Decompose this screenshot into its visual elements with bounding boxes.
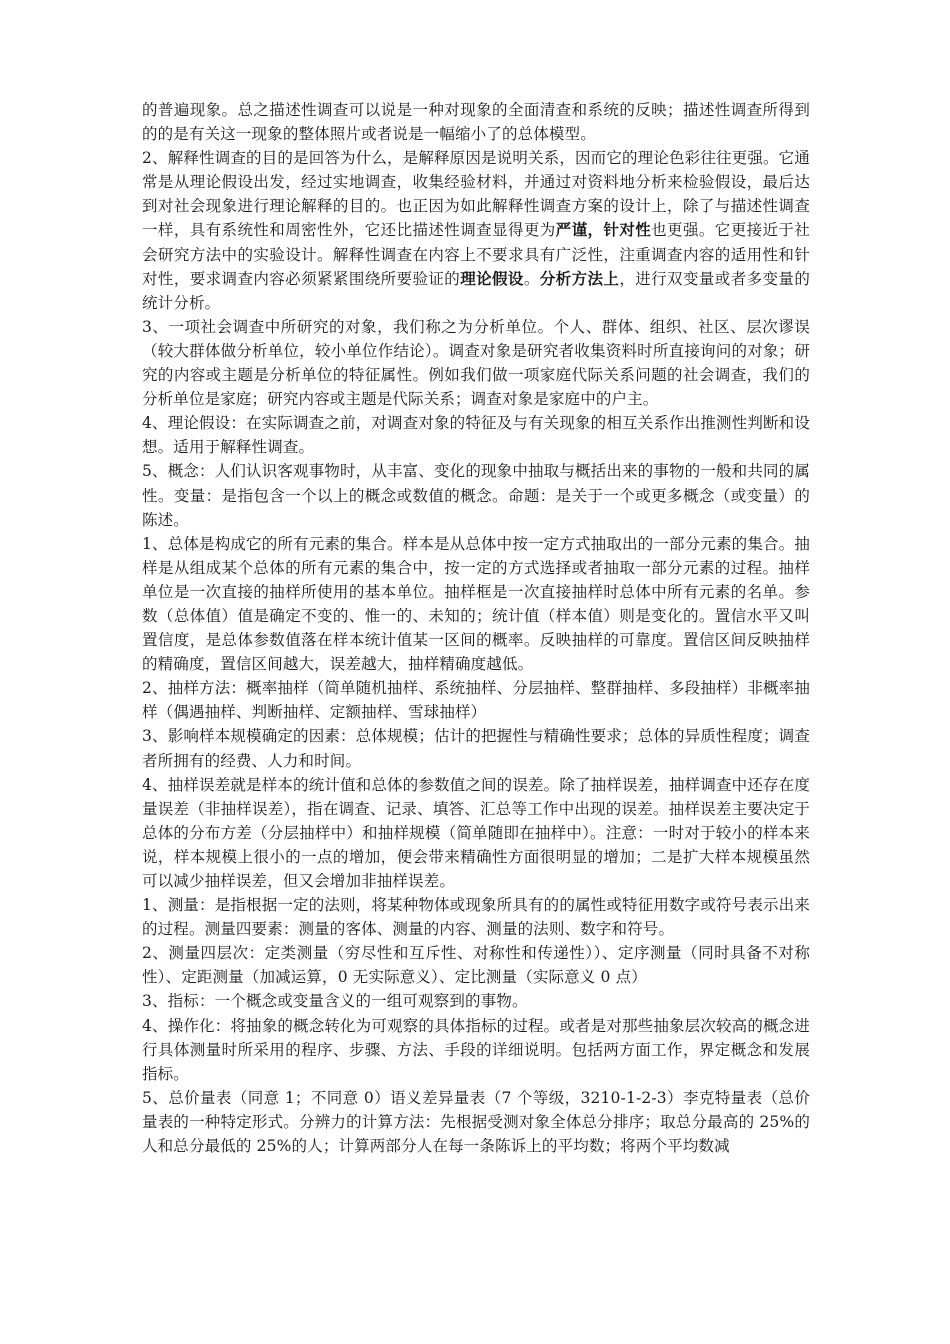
- text-run: 5、总价量表（同意 1；不同意 0）语义差异量表（7 个等级，3210-1-2-3）李克特量表（总价量表的一种特定形式。分辨力的计算方法：先根据受测对象全体总分排序；取总分最高的 25%的人和总分最低的 25%的人；计算两部分人在每一条陈诉上的平均数；将两个平均数减: [142, 1088, 810, 1156]
- text-run: 也更强。它更接近于社会研究方法中的实验设计。解释性调查在内容上不要求具有广泛性，注重调查内容的适用性和针对性，要求调查内容必须紧紧围绕所要验证的: [142, 221, 810, 288]
- paragraph: [142, 676, 810, 724]
- paragraph: [142, 1014, 810, 1086]
- text-run: 3、指标：一个概念或变量含义的一组可观察到的事物。: [142, 992, 528, 1011]
- text-run: ，进行双变量或者多变量的统计分析。: [142, 269, 810, 312]
- paragraph: [142, 315, 810, 411]
- text-run: 3、影响样本规模确定的因素：总体规模；估计的把握性与精确性要求；总体的异质性程度；调查者所拥有的经费、人力和时间。: [142, 727, 810, 770]
- paragraph: [142, 532, 810, 677]
- paragraph: [142, 1086, 810, 1158]
- text-run: 2、解释性调查的目的是回答为什么，是解释原因是说明关系，因而它的理论色彩往往更强。它通常是从理论假设出发，经过实地调查，收集经验材料，并通过对资料地分析来检验假设，最后达到对社会现象进行理论解释的目的。也正因为如此解释性调查方案的设计上，除了与描述性调查一样，具有系统性和周密性外，它还比描述性调查显得更为: [142, 149, 810, 240]
- paragraph: [142, 411, 810, 459]
- text-run: 4、理论假设：在实际调查之前，对调查对象的特征及与有关现象的相互关系作出推测性判断和设想。适用于解释性调查。: [142, 414, 810, 457]
- text-run: 。: [523, 269, 540, 288]
- paragraph: [142, 146, 810, 315]
- paragraph: [142, 98, 810, 146]
- text-run: 3、一项社会调查中所研究的对象，我们称之为分析单位。个人、群体、组织、社区、层次谬误（较大群体做分析单位，较小单位作结论）。调查对象是研究者收集资料时所直接询问的对象；研究的内容或主题是分析单位的特征属性。例如我们做一项家庭代际关系问题的社会调查，我们的 分析单位是家庭；研究内容或主题是代际关系；调查对象是家庭中的户主。: [142, 317, 810, 409]
- text-run: 2、测量四层次：定类测量（穷尽性和互斥性、对称性和传递性））、定序测量（同时具备不对称性）、定距测量（加减运算，0 无实际意义）、定比测量（实际意义 0 点）: [142, 944, 810, 987]
- text-run: 4、操作化：将抽象的概念转化为可观察的具体指标的过程。或者是对那些抽象层次较高的概念进行具体测量时所采用的程序、步骤、方法、手段的详细说明。包括两方面工作，界定概念和发展指标。: [142, 1016, 810, 1083]
- paragraph: [142, 989, 810, 1013]
- text-run: 5、概念：人们认识客观事物时，从丰富、变化的现象中抽取与概括出来的事物的一般和共同的属性。变量：是指包含一个以上的概念或数值的概念。命题：是关于一个或更多概念（或变量）的陈述。: [142, 462, 810, 529]
- text-run: 的普遍现象。总之描述性调查可以说是一种对现象的全面清查和系统的反映；描述性调查所得到的的是有关这一现象的整体照片或者说是一幅缩小了的总体模型。: [142, 101, 810, 144]
- bold-text: 严谨，针对性: [555, 220, 652, 240]
- paragraph: [142, 459, 810, 531]
- paragraph: [142, 724, 810, 772]
- paragraph: [142, 941, 810, 989]
- text-run: 2、抽样方法：概率抽样（简单随机抽样、系统抽样、分层抽样、整群抽样、多段抽样）非概率抽样（偶遇抽样、判断抽样、定额抽样、雪球抽样）: [142, 679, 810, 722]
- bold-text: 分析方法上: [539, 268, 620, 288]
- bold-text: 理论假设: [460, 268, 524, 288]
- text-run: 1、测量：是指根据一定的法则，将某种物体或现象所具有的的属性或特征用数字或符号表示出来的过程。测量四要素：测量的客体、测量的内容、测量的法则、数字和符号。: [142, 896, 810, 939]
- text-run: 1、总体是构成它的所有元素的集合。样本是从总体中按一定方式抽取出的一部分元素的集合。抽样是从组成某个总体的所有元素的集合中，按一定的方式选择或者抽取一部分元素的过程。抽样单位是一次直接的抽样所使用的基本单位。抽样框是一次直接抽样时总体中所有元素的名单。参数（总体值）值是确定不变的、惟一的、未知的；统计值（样本值）则是变化的。置信水平又叫置信度，是总体参数值落在样本统计值某一区间的概率。反映抽样的可靠度。置信区间反映抽样的精确度，置信区间越大，误差越大，抽样精确度越低。: [142, 534, 810, 674]
- paragraph: [142, 893, 810, 941]
- text-run: 4、抽样误差就是样本的统计值和总体的参数值之间的误差。除了抽样误差，抽样调查中还存在度量误差（非抽样误差），指在调查、记录、填答、汇总等工作中出现的误差。抽样误差主要决定于总体的分布方差（分层抽样中）和抽样规模（简单随即在抽样中）。注意：一时对于较小的样本来说，样本规模上很小的一点的增加，便会带来精确性方面很明显的增加；二是扩大样本规模虽然可以减少抽样误差，但又会增加非抽样误差。: [142, 775, 810, 890]
- document-page: [142, 98, 810, 1158]
- paragraph: [142, 773, 810, 893]
